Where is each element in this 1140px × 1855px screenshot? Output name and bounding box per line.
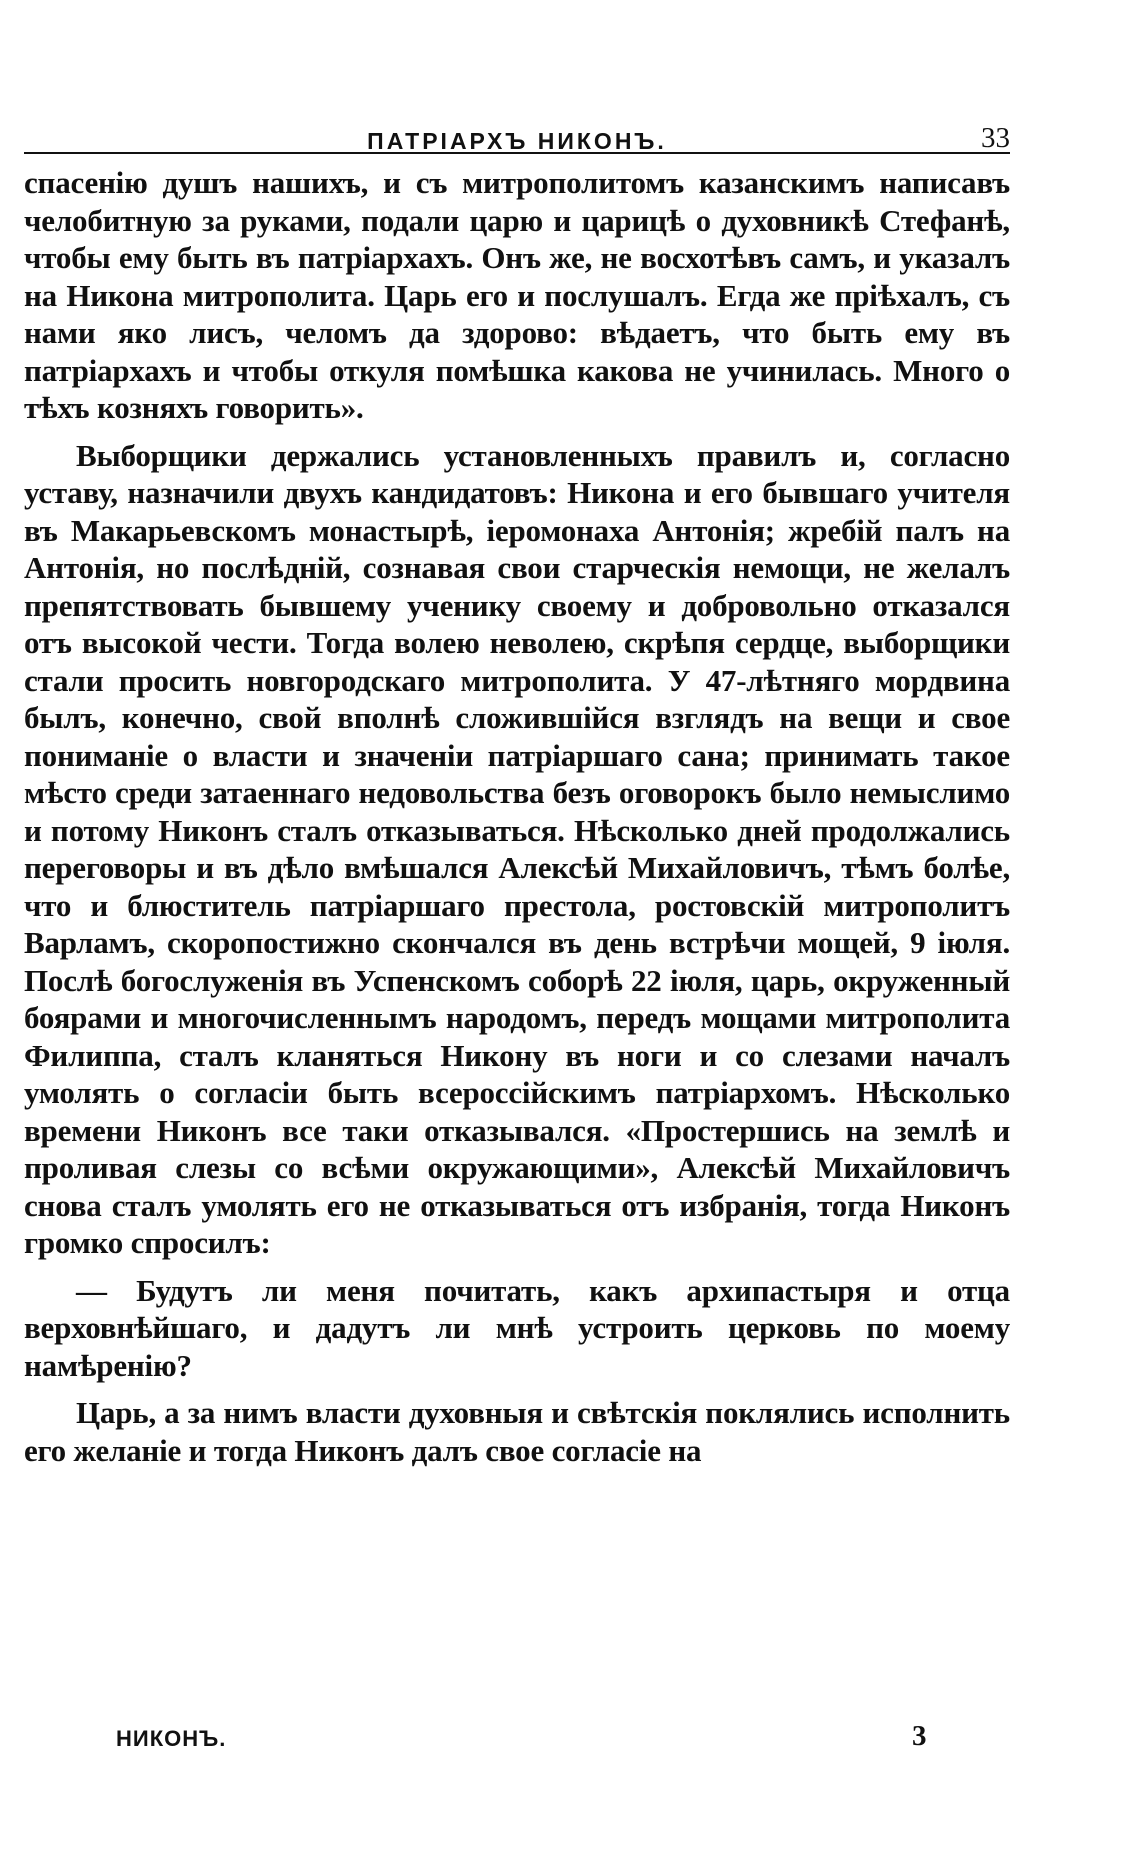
paragraph-continuation: спасенію душъ нашихъ, и съ митрополитомъ казанскимъ написавъ челобитную за руками, подали царю и царицѣ о духовникѣ Стефанѣ, чтобы ему быть въ патріархахъ. Онъ же, не восхотѣвъ самъ, и указалъ на Никона митрополита. Царь его и послушалъ. Егда же пріѣхалъ, съ нами яко лисъ, челомъ да здорово: вѣдаетъ, что быть ему въ патріархахъ и чтобы откуля помѣшка какова не учинилась. Много о тѣхъ козняхъ говорить». [24, 165, 1010, 425]
body-text [24, 164, 1010, 1479]
paragraph-oath: Царь, а за нимъ власти духовныя и свѣтскія поклялись исполнить его желаніе и тогда Никонъ далъ свое согласіе на [24, 1395, 1010, 1468]
running-head [24, 112, 1010, 154]
page-footer [24, 1720, 1010, 1760]
paragraph-nikon-question: — Будутъ ли меня почитать, какъ архипастыря и отца верховнѣйшаго, и дадутъ ли мнѣ устроить церковь по моему намѣренію? [24, 1272, 1010, 1383]
running-title: ПАТРІАРХЪ НИКОНЪ. [367, 128, 667, 154]
signature-mark: НИКОНЪ. [116, 1726, 227, 1751]
page-number: 33 [981, 122, 1010, 154]
paragraph-election: Выборщики держались установленныхъ правилъ и, согласно уставу, назначили двухъ кандидатовъ: Никона и его бывшаго учителя въ Макарьевскомъ монастырѣ, іеромонаха Антонія; жребій палъ на Антонія, но послѣдній, сознавая свои старческія немощи, не желалъ препятствовать бывшему ученику своему и добровольно отказался отъ высокой чести. Тогда волею неволею, скрѣпя сердце, выборщики стали просить новгородскаго митрополита. У 47-лѣтняго мордвина былъ, конечно, свой вполнѣ сложившійся взглядъ на вещи и свое пониманіе о власти и значеніи патріаршаго сана; принимать такое мѣсто среди затаеннаго недовольства безъ оговорокъ было немыслимо и потому Никонъ сталъ отказываться. Нѣсколько дней продолжались переговоры и въ дѣло вмѣшался Алексѣй Михайловичъ, тѣмъ болѣе, что и блюститель патріаршаго престола, ростовскій митрополитъ Варламъ, скоропостижно скончался въ день встрѣчи мощей, 9 іюля. Послѣ богослуженія въ Успенскомъ соборѣ 22 іюля, царь, окруженный боярами и многочисленнымъ народомъ, передъ мощами митрополита Филиппа, сталъ кланяться Никону въ ноги и со слезами началъ умолять о согласіи быть всероссійскимъ патріархомъ. Нѣсколько времени Никонъ все таки отказывался. «Простершись на землѣ и проливая слезы со всѣми окружающими», Алексѣй Михайловичъ снова сталъ умолять его не отказываться отъ избранія, тогда Никонъ громко спросилъ: [24, 437, 1010, 1260]
sheet-number: 3 [912, 1720, 927, 1752]
